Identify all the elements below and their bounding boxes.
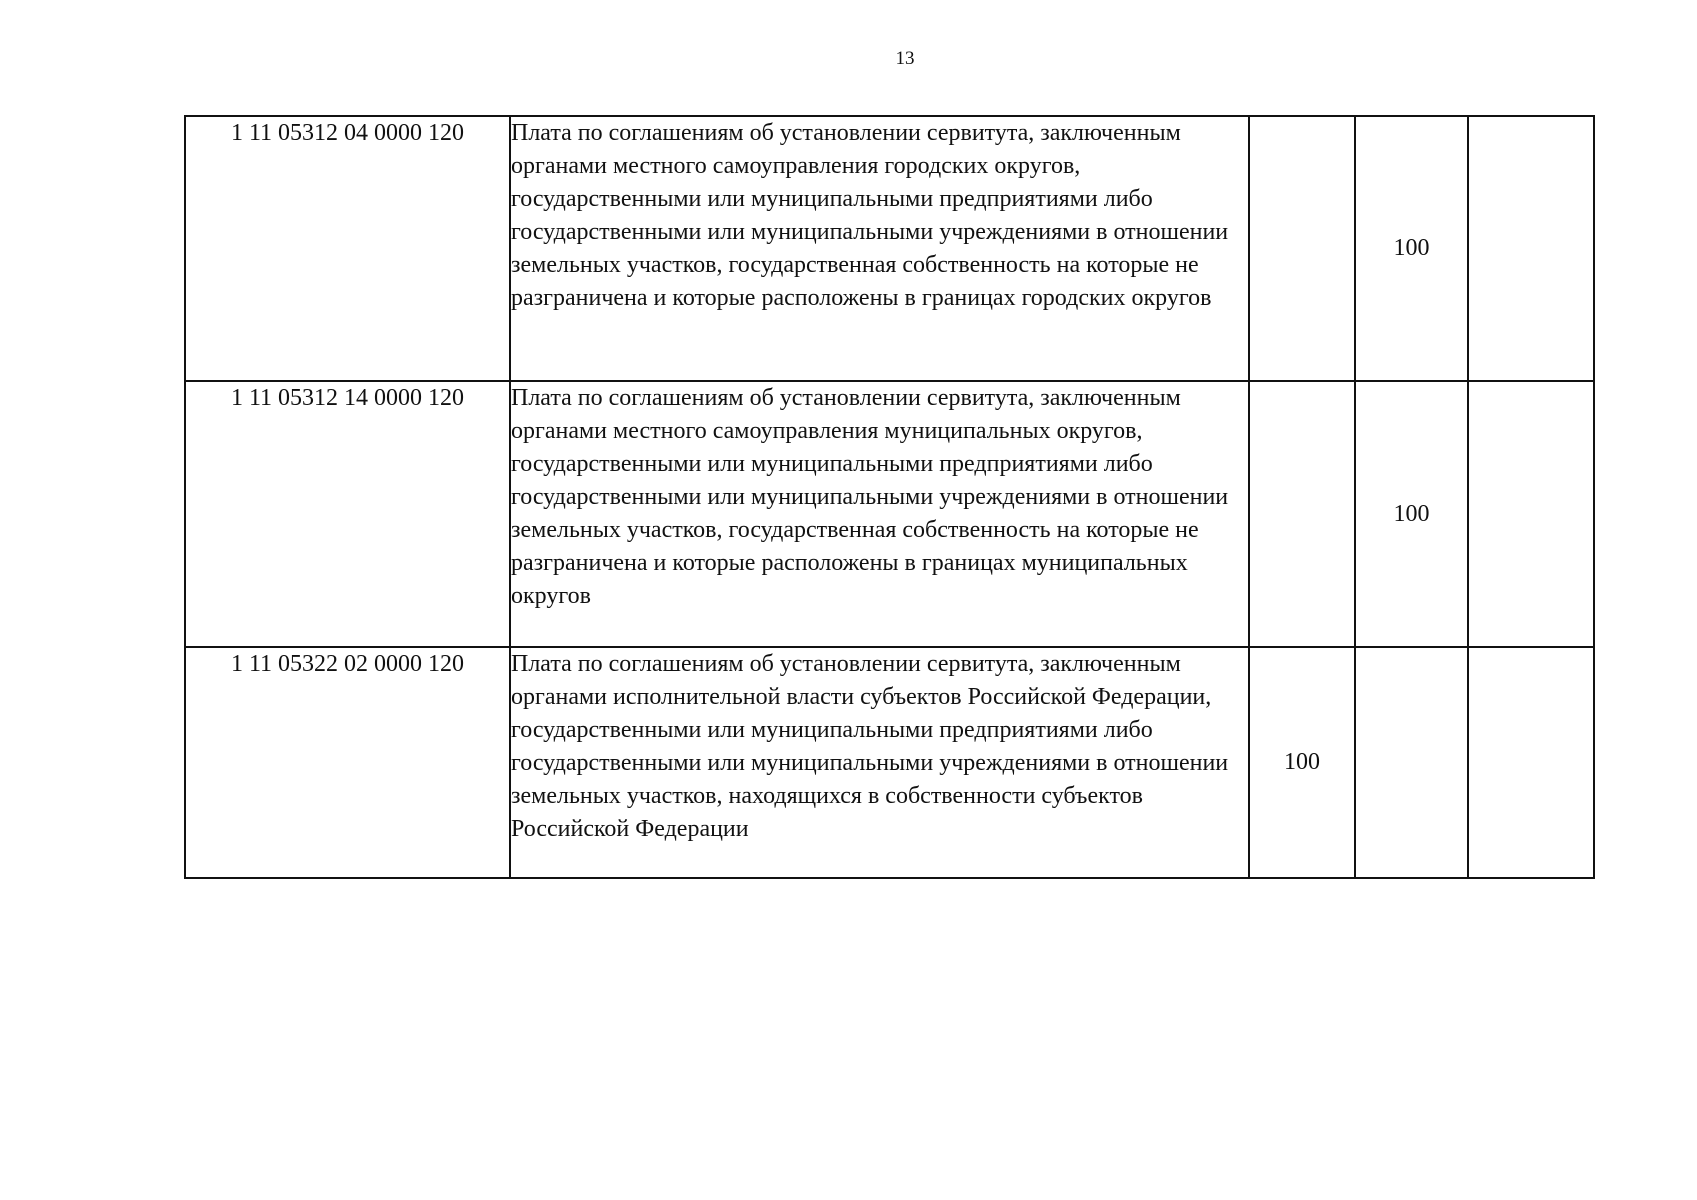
other-budget-percent (1468, 381, 1594, 647)
revenue-name-text: Плата по соглашениям об установлении сервитута, заключенным органами местного самоуправления городских округов, государственными или муниципальными предприятиями либо государственными или муниципальными учреждениями в отношении земельных участков, государственная собственность на которые не разграничена и которые расположены в границах городских округов (511, 120, 1229, 311)
city-district-budget-percent (1355, 647, 1468, 878)
regional-budget-percent: 100 (1249, 647, 1355, 878)
city-district-budget-percent: 100 (1355, 381, 1468, 647)
budget-classification-code: 1 11 05322 02 0000 120 (185, 647, 510, 878)
budget-classification-code: 1 11 05312 04 0000 120 (185, 116, 510, 381)
other-budget-percent (1468, 647, 1594, 878)
city-district-budget-percent: 100 (1355, 116, 1468, 381)
other-budget-percent (1468, 116, 1594, 381)
revenue-name (510, 116, 1249, 381)
revenue-name: Плата по соглашениям об установлении сервитута, заключенным органами исполнительной власти субъектов Российской Федерации, государственными или муниципальными предприятиями либо государственными или муниципальными учреждениями в отношении земельных участков, находящихся в собственности субъектов Российской Федерации (510, 647, 1249, 878)
revenue-table (184, 115, 1595, 879)
budget-classification-code: 1 11 05312 14 0000 120 (185, 381, 510, 647)
regional-budget-percent (1249, 381, 1355, 647)
table-row (185, 381, 1594, 647)
page-number: 13 (895, 48, 915, 69)
table-row (185, 647, 1594, 878)
revenue-name: Плата по соглашениям об установлении сервитута, заключенным органами местного самоуправления муниципальных округов, государственными или муниципальными предприятиями либо государственными или муниципальными учреждениями в отношении земельных участков, государственная собственность на которые не разграничена и которые расположены в границах муниципальных округов (510, 381, 1249, 647)
table-row (185, 116, 1594, 381)
regional-budget-percent (1249, 116, 1355, 381)
